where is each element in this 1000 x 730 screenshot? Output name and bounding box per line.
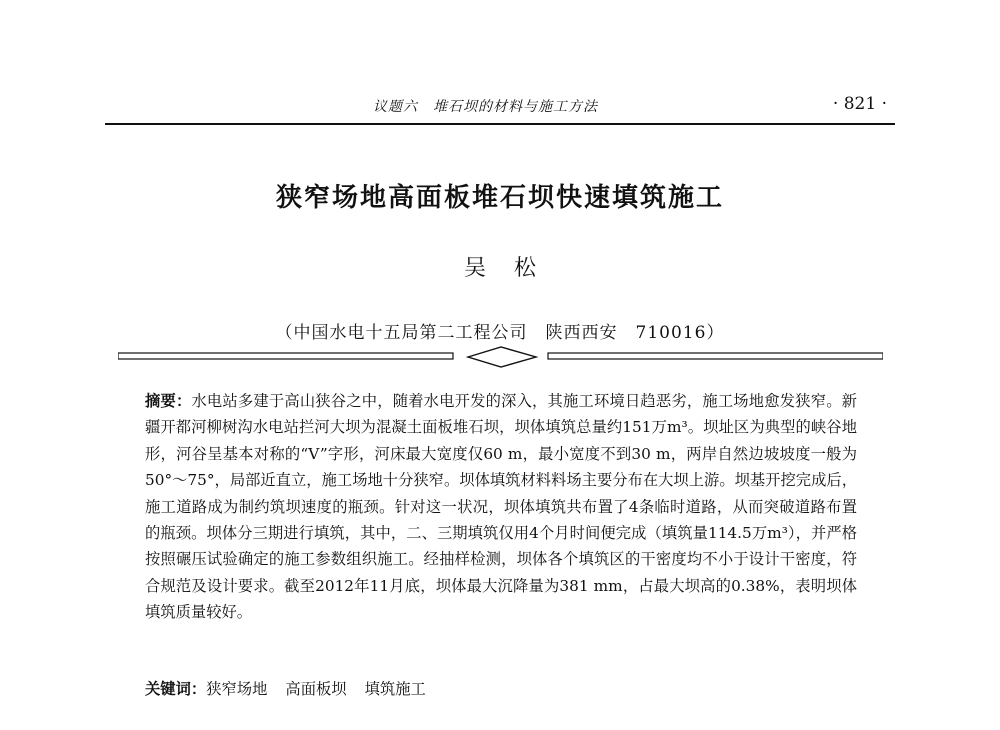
keyword-item: 狭窄场地: [206, 680, 268, 698]
keywords-label: 关键词：: [145, 680, 207, 698]
keyword-item: 高面板坝: [285, 680, 347, 698]
abstract-text: 水电站多建于高山狭谷之中，随着水电开发的深入，其施工环境日趋恶劣，施工场地愈发狭窄。新疆开都河柳树沟水电站拦河大坝为混凝土面板堆石坝，坝体填筑总量约151万m³。坝址区为典型的峡谷地形，河谷呈基本对称的“V”字形，河床最大宽度仅60 m，最小宽度不到30 m，两岸自然边坡坡度一般为50°～75°，局部近直立，施工场地十分狭窄。坝体填筑材料料场主要分布在大坝上游。坝基开挖完成后，施工道路成为制约筑坝速度的瓶颈。针对这一状况，坝体填筑共布置了4条临时道路，从而突破道路布置的瓶颈。坝体分三期进行填筑，其中，二、三期填筑仅用4个月时间便完成（填筑量114.5万m³），并严格按照碾压试验确定的施工参数组织施工。经抽样检测，坝体各个填筑区的干密度均不小于设计干密度，符合规范及设计要求。截至2012年11月底，坝体最大沉降量为381 mm，占最大坝高的0.38%，表明坝体填筑质量较好。: [145, 392, 857, 622]
header-rule: [105, 123, 895, 125]
keyword-item: 填筑施工: [364, 680, 426, 698]
abstract: [145, 388, 857, 626]
abstract-label: 摘要：: [145, 392, 192, 410]
keywords: [145, 676, 857, 702]
page-number: · 821 ·: [832, 94, 887, 114]
divider-left-bar: [118, 353, 453, 359]
ornamental-divider: [118, 344, 883, 370]
running-header: [105, 96, 895, 118]
paper-title: 狭窄场地高面板堆石坝快速填筑施工: [275, 183, 724, 213]
author-name: 吴松: [463, 256, 564, 281]
divider-right-bar: [548, 353, 883, 359]
running-title: 议题六 堆石坝的材料与施工方法: [373, 99, 598, 115]
author-affiliation: （中国水电十五局第二工程公司 陕西西安 710016）: [275, 323, 725, 343]
divider-diamond: [468, 347, 536, 367]
